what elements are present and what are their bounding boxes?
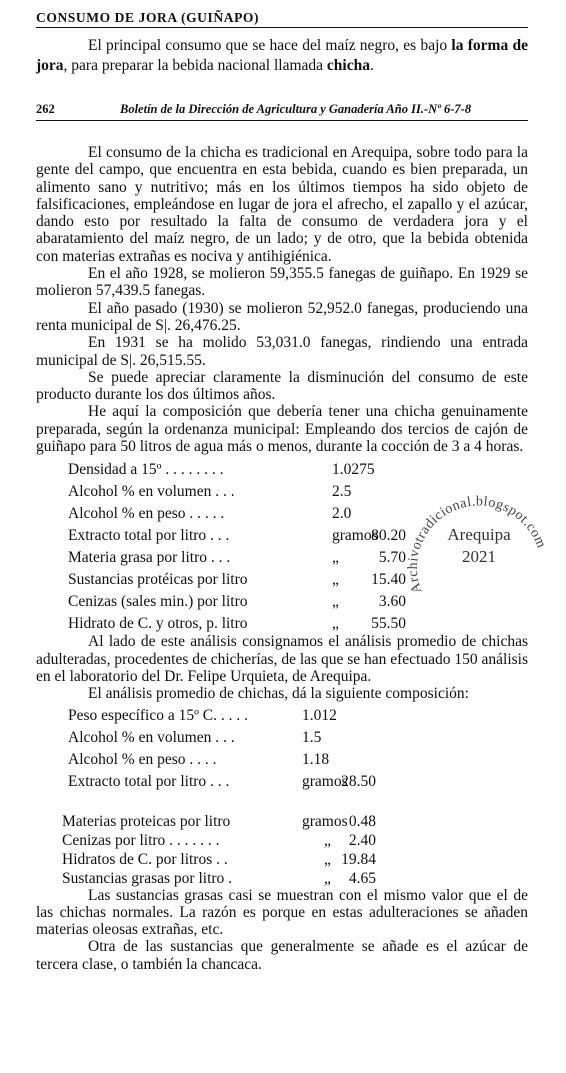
row-label: Alcohol % en volumen . . . xyxy=(68,728,235,746)
table-row xyxy=(36,813,528,833)
row-value: 4.65 xyxy=(348,869,376,887)
paragraph: He aquí la composición que debería tener una chicha genuinamente preparada, según la ordenanza municipal: Empleando dos tercios de cajón de guiñapo para 50 litros de agua más o menos, durante la cocción de 3 a 4 horas. xyxy=(36,403,528,456)
section-rule xyxy=(36,27,528,28)
running-head-rule xyxy=(36,120,528,121)
table-row xyxy=(36,851,528,871)
table-row xyxy=(36,615,528,635)
row-value: 80.20 xyxy=(371,527,406,545)
row-label: Sustancias protéicas por litro xyxy=(68,571,248,589)
intro-bold-jora: la forma de jora xyxy=(36,37,528,74)
row-label: Materias proteicas por litro xyxy=(62,812,231,830)
row-label: Hidratos de C. por litros . . xyxy=(62,850,228,868)
row-unit: „ xyxy=(332,593,339,611)
table-row xyxy=(36,870,528,890)
paragraph: Las sustancias grasas casi se muestran con el mismo valor que el de las chichas normales. La razón es porque en estas adulteraciones se añaden materias oleosas extrañas, etc. xyxy=(36,886,528,939)
row-unit: „ xyxy=(332,571,339,589)
stamp-city: Arequipa xyxy=(447,525,511,544)
paragraph: En el año 1928, se molieron 59,355.5 fanegas de guiñapo. En 1929 se molieron 57,439.5 fanegas. xyxy=(36,265,528,300)
row-value: 19.84 xyxy=(341,850,376,868)
row-label: Hidrato de C. y otros, p. litro xyxy=(68,615,248,633)
row-value: 2.5 xyxy=(332,483,352,501)
row-unit: „ xyxy=(324,831,331,849)
row-unit: gramos xyxy=(332,527,378,545)
previous-section-title: CONSUMO DE JORA (GUIÑAPO) xyxy=(36,10,260,25)
row-value: 1.5 xyxy=(302,728,322,746)
paragraph: En 1931 se ha molido 53,031.0 fanegas, rindiendo una entrada municipal de S|. 26,515.55. xyxy=(36,334,528,369)
row-value: 1.0275 xyxy=(332,461,375,479)
row-label: Alcohol % en peso . . . . xyxy=(68,750,217,768)
table-row xyxy=(36,707,528,727)
row-label: Sustancias grasas por litro . xyxy=(62,869,233,887)
table-row xyxy=(36,729,528,749)
stamp-year: 2021 xyxy=(462,547,496,566)
paragraph: Se puede apreciar claramente la disminución del consumo de este producto durante los dos últimos años. xyxy=(36,368,528,404)
row-value: 2.40 xyxy=(348,831,376,849)
row-unit: „ xyxy=(324,850,331,868)
row-label: Alcohol % en peso . . . . . xyxy=(68,505,225,523)
row-value: 5.70 xyxy=(378,549,406,567)
row-label: Alcohol % en volumen . . . xyxy=(68,483,235,501)
table-row xyxy=(36,751,528,771)
row-value: 55.50 xyxy=(371,615,406,633)
paragraph: El año pasado (1930) se molieron 52,952.0 fanegas, produciendo una renta municipal de S|. 26,476.25. xyxy=(36,299,528,334)
intro-text-c: . xyxy=(369,57,374,74)
running-head-title: Boletín de la Dirección de Agricultura y Ganadería Año II.-Nº 6-7-8 xyxy=(120,102,472,116)
paragraph: El análisis promedio de chichas, dá la siguiente composición: xyxy=(88,685,469,703)
stamp-arc-text xyxy=(406,494,549,595)
row-unit: „ xyxy=(324,869,331,887)
table-row xyxy=(36,832,528,852)
stamp-arc-textpath: Archivotradicional.blogspot.com xyxy=(405,494,549,595)
previous-section-text xyxy=(36,36,528,76)
row-label: Densidad a 15º . . . . . . . . xyxy=(68,461,224,479)
row-label: Peso específico a 15º C. . . . . xyxy=(68,706,249,724)
row-unit: gramos xyxy=(302,772,348,790)
row-value: 2.0 xyxy=(332,505,352,523)
row-value: 0.48 xyxy=(348,812,376,830)
table-adulterated-b xyxy=(36,797,528,887)
row-value: 1.012 xyxy=(302,706,337,724)
intro-bold-chicha: chicha xyxy=(326,57,370,74)
row-label: Materia grasa por litro . . . xyxy=(68,549,231,567)
paragraph: Al lado de este análisis consignamos el análisis promedio de chichas adulteradas, procedentes de chicherías, de las que se han efectuado 150 análisis en el laboratorio del Dr. Felipe Urquieta, de Arequipa. xyxy=(36,633,528,685)
row-value: 1.18 xyxy=(302,750,330,768)
paragraph: El consumo de la chicha es tradicional en Arequipa, sobre todo para la gente del campo, que encuentra en esta bebida, cuando es bien preparada, un alimento sano y nutritivo; más en los últimos tiempos ha sido objeto de falsificaciones, empleándose en lugar de jora el afrecho, el zapallo y el azúcar, dando esto por resultado la falta de consumo de verdadera jora y el abaratamiento del maíz negro, de un lado; y de otro, que la bebida obtenida con materias extrañas es nociva y antihigiénica. xyxy=(36,144,528,265)
row-label: Cenizas por litro . . . . . . . xyxy=(62,831,220,849)
archive-stamp xyxy=(404,478,554,608)
row-label: Cenizas (sales min.) por litro xyxy=(68,593,248,611)
row-value: 15.40 xyxy=(371,571,406,589)
row-unit: gramos xyxy=(302,812,348,830)
table-row xyxy=(36,773,528,793)
row-label: Extracto total por litro . . . xyxy=(68,772,230,790)
table-adulterated-a xyxy=(36,703,528,797)
row-unit: „ xyxy=(332,549,339,567)
intro-text-a: El principal consumo que se hace del maíz negro, es bajo xyxy=(88,37,452,54)
row-unit: „ xyxy=(332,615,339,633)
page-number: 262 xyxy=(36,102,55,116)
intro-text-b: , para preparar la bebida nacional llamada xyxy=(63,57,327,74)
paragraph: Otra de las sustancias que generalmente se añade es el azúcar de tercera clase, o también la chancaca. xyxy=(36,938,528,973)
row-value: 28.50 xyxy=(341,772,376,790)
row-label: Extracto total por litro . . . xyxy=(68,527,230,545)
row-value: 3.60 xyxy=(378,593,406,611)
